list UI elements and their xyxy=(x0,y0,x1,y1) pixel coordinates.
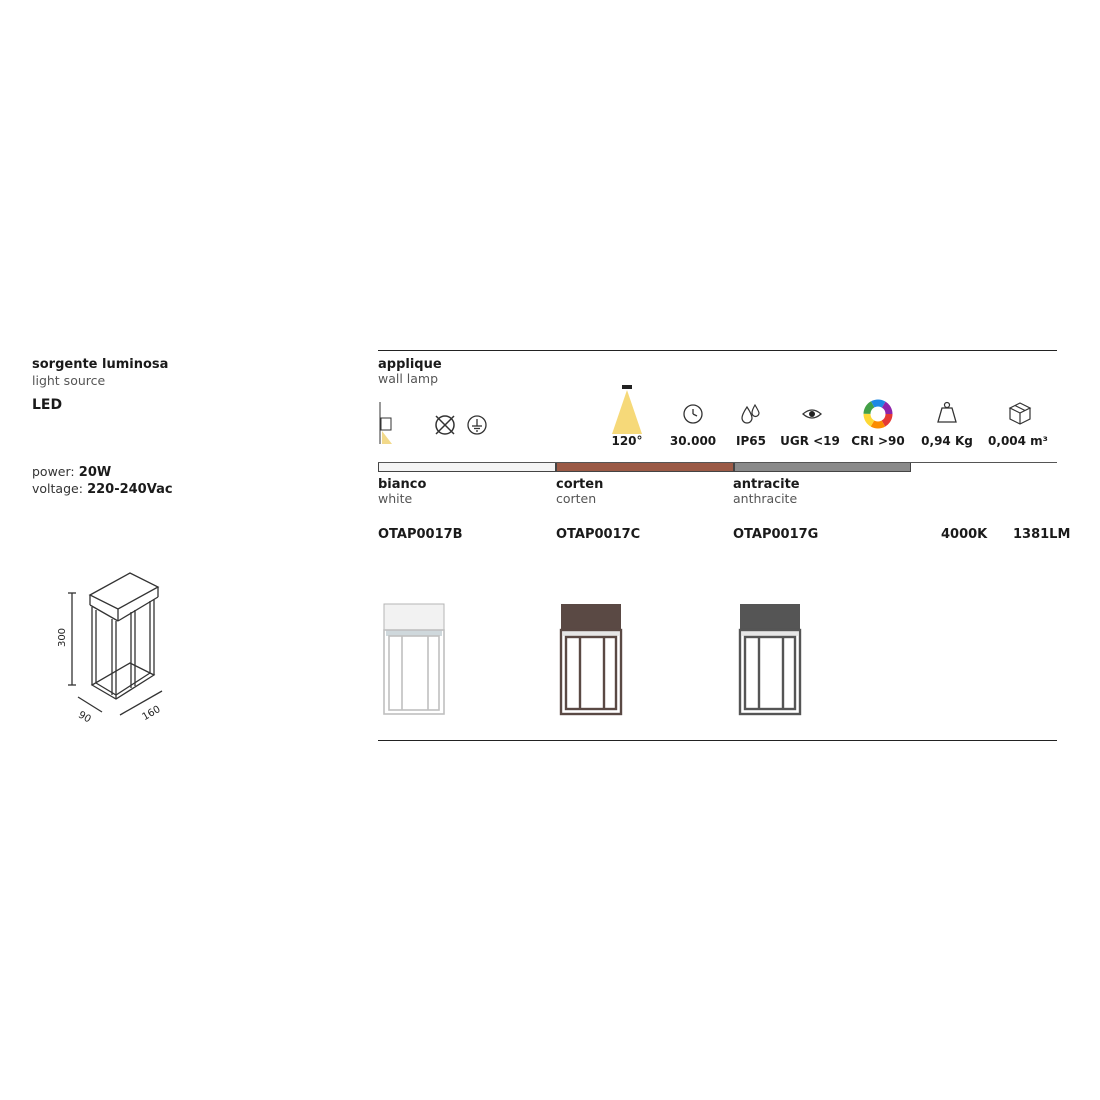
bottom-rule xyxy=(378,740,1057,741)
spec-weight: 0,94 Kg xyxy=(921,434,973,448)
swatch-white xyxy=(378,462,556,472)
voltage-label: voltage: xyxy=(32,481,83,496)
dim-width: 160 xyxy=(140,703,163,724)
luminous-flux: 1381LM xyxy=(1013,527,1071,542)
product-code-corten: OTAP0017C xyxy=(556,527,641,542)
light-source-label-en: light source xyxy=(32,373,106,388)
earth-ground-icon xyxy=(466,414,488,436)
top-rule xyxy=(378,350,1057,351)
wall-mount-icon xyxy=(378,400,398,446)
voltage-row xyxy=(32,481,173,497)
swatch-corten xyxy=(556,462,734,472)
product-type-it: applique xyxy=(378,357,442,372)
product-type-en: wall lamp xyxy=(378,371,439,386)
finish-name-en-white: white xyxy=(378,491,413,506)
dim-depth: 90 xyxy=(76,709,93,726)
light-type: LED xyxy=(32,397,63,413)
color-temperature: 4000K xyxy=(941,527,988,542)
swatch-anthracite xyxy=(734,462,911,472)
product-code-white: OTAP0017B xyxy=(378,527,463,542)
product-image-anthracite xyxy=(736,603,804,716)
spec-ugr: UGR <19 xyxy=(780,434,840,448)
finish-name-it-anthracite: antracite xyxy=(733,477,800,492)
power-value: 20W xyxy=(78,465,112,480)
dimension-drawing xyxy=(50,565,190,730)
spec-ip-rating: IP65 xyxy=(736,434,766,448)
clock-icon xyxy=(682,403,704,425)
finish-name-en-anthracite: anthracite xyxy=(733,491,798,506)
dim-height: 300 xyxy=(57,627,69,648)
no-insulation-cover-icon xyxy=(433,413,457,437)
eye-icon xyxy=(802,406,822,422)
beam-angle-icon xyxy=(610,384,644,436)
voltage-value: 220-240Vac xyxy=(87,482,173,497)
product-code-anthracite: OTAP0017G xyxy=(733,527,819,542)
spec-volume: 0,004 m³ xyxy=(988,434,1048,448)
spec-beam-angle: 120° xyxy=(611,434,643,448)
swatch-rule xyxy=(378,462,1057,463)
weight-icon xyxy=(936,401,958,425)
spec-lifetime: 30.000 xyxy=(669,434,717,448)
product-image-white xyxy=(380,603,448,716)
finish-name-it-white: bianco xyxy=(378,477,427,492)
finish-name-en-corten: corten xyxy=(556,491,597,506)
light-source-label-it: sorgente luminosa xyxy=(32,357,169,372)
power-row xyxy=(32,464,111,480)
finish-name-it-corten: corten xyxy=(556,477,604,492)
color-wheel-icon xyxy=(863,399,893,429)
drops-icon xyxy=(740,403,762,425)
spec-cri: CRI >90 xyxy=(851,434,905,448)
product-image-corten xyxy=(557,603,625,716)
power-label: power: xyxy=(32,464,75,479)
box-icon xyxy=(1007,401,1033,425)
